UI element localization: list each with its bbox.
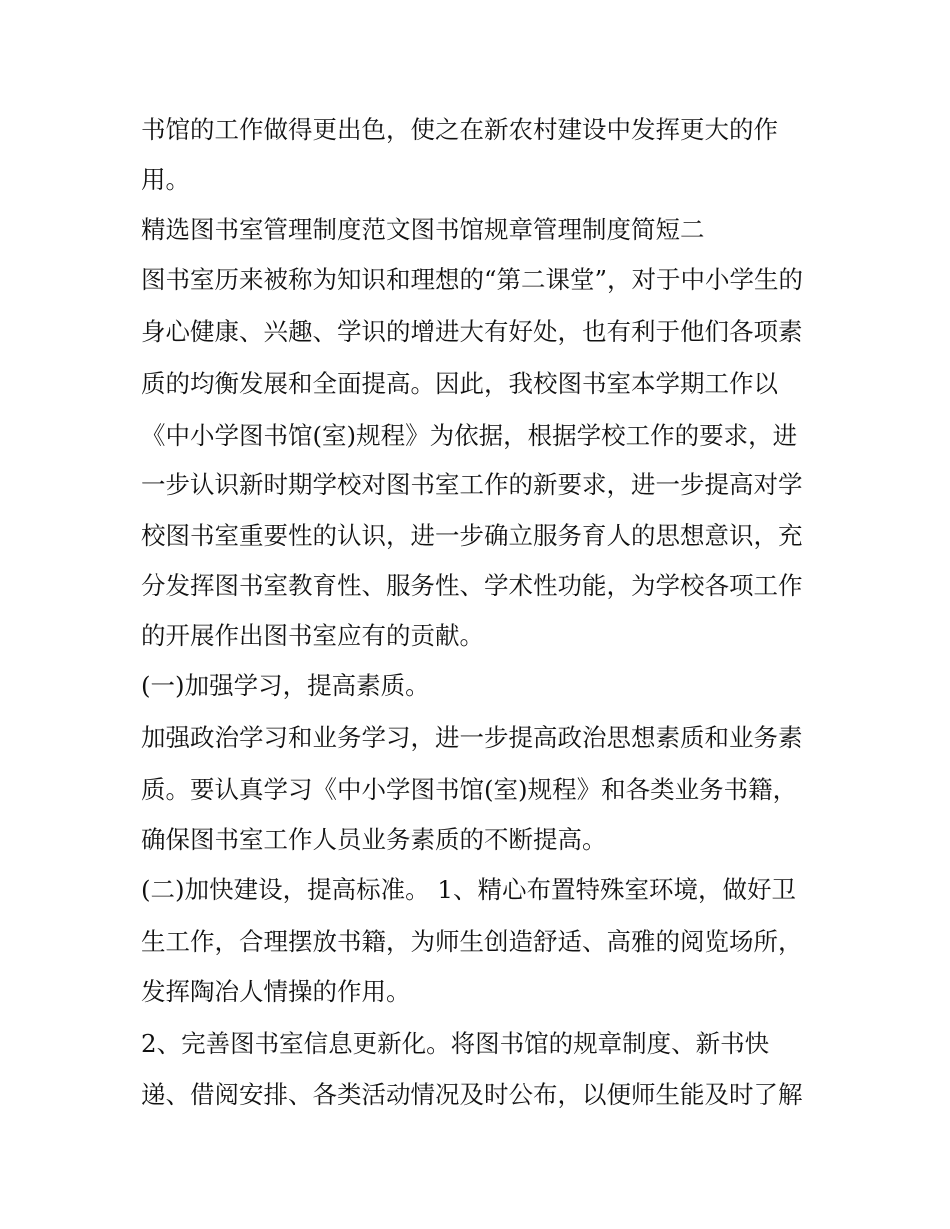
text-line: 的开展作出图书室应有的贡献。 [141, 621, 484, 650]
text-line: (二)加快建设，提高标准。 1、精心布置特殊室环境，做好卫 [141, 875, 796, 904]
text-line: 图书室历来被称为知识和理想的“第二课堂”，对于中小学生的 [141, 265, 804, 294]
text-line: 用。 [141, 165, 190, 194]
text-line: 2、完善图书室信息更新化。将图书馆的规章制度、新书快 [141, 1029, 770, 1058]
text-line: 确保图书室工作人员业务素质的不断提高。 [141, 825, 607, 854]
text-line: 《中小学图书馆(室)规程》为依据，根据学校工作的要求，进 [141, 421, 798, 450]
subsection-heading: (一)加强学习，提高素质。 [141, 671, 430, 700]
text-line: 发挥陶冶人情操的作用。 [141, 977, 411, 1006]
text-line: 质。要认真学习《中小学图书馆(室)规程》和各类业务书籍， [141, 775, 798, 804]
text-line: 身心健康、兴趣、学识的增进大有好处，也有利于他们各项素 [141, 317, 803, 346]
text-line: 加强政治学习和业务学习，进一步提高政治思想素质和业务素 [141, 723, 803, 752]
text-line: 生工作，合理摆放书籍，为师生创造舒适、高雅的阅览场所， [141, 927, 803, 956]
text-line: 分发挥图书室教育性、服务性、学术性功能，为学校各项工作 [141, 571, 803, 600]
text-line: 质的均衡发展和全面提高。因此，我校图书室本学期工作以 [141, 369, 778, 398]
text-line: 一步认识新时期学校对图书室工作的新要求，进一步提高对学 [141, 470, 803, 499]
text-line: 递、借阅安排、各类活动情况及时公布，以便师生能及时了解 [141, 1080, 803, 1109]
text-line: 校图书室重要性的认识，进一步确立服务育人的思想意识，充 [141, 521, 803, 550]
section-heading: 精选图书室管理制度范文图书馆规章管理制度简短二 [141, 215, 705, 244]
text-line: 书馆的工作做得更出色，使之在新农村建设中发挥更大的作 [141, 115, 778, 144]
